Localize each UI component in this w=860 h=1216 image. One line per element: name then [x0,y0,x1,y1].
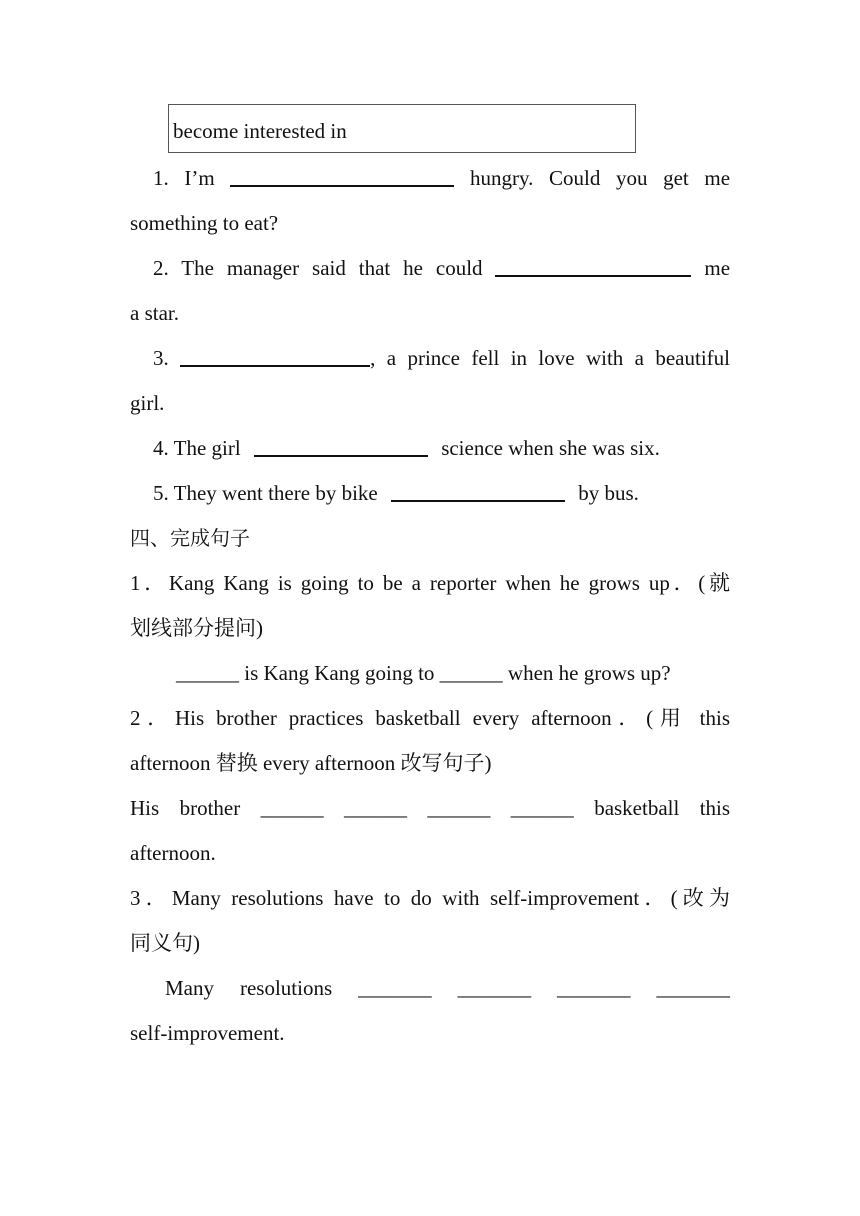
answer-blank[interactable] [230,165,454,187]
question-1-line1: 1．Kang Kang is going to be a reporter when he grows up．(就 [130,571,730,595]
question-2-line2: afternoon 替换 every afternoon 改写句子) [130,751,492,775]
question-3-line1: 3．Many resolutions have to do with self-improvement．(改为 [130,886,730,910]
question-3-line2: 同义句) [130,931,200,955]
answer-blank[interactable] [495,255,691,277]
fill-in-2-line2: a star. [130,301,179,325]
question-2-answer[interactable]: His brother ______ ______ ______ ______ basketball this [130,796,731,820]
question-1-answer[interactable]: ______ is Kang Kang going to ______ when he grows up? [176,661,671,685]
fill-in-2-line1: 2. The manager said that he could me [153,256,731,280]
fill-in-3-line2: girl. [130,391,165,415]
fill-in-1-line1: 1. I’m hungry. Could you get me [153,166,731,190]
word-box-phrase: become interested in [173,119,347,143]
question-3-answer-line2: self-improvement. [130,1021,285,1045]
question-1-line2: 划线部分提问) [130,616,263,640]
question-2-line1: 2．His brother practices basketball every afternoon．(用 this [130,706,730,730]
question-2-answer-line2: afternoon. [130,841,216,865]
word-box [168,104,636,153]
fill-in-4-line1: 4. The girl science when she was six. [153,436,660,460]
fill-in-5-line1: 5. They went there by bike by bus. [153,481,639,505]
section-heading: 四、完成句子 [130,526,250,550]
fill-in-3-line1: 3. , a prince fell in love with a beautiful [153,346,731,370]
fill-in-1-line2: something to eat? [130,211,279,235]
question-3-answer[interactable]: Many resolutions _______ _______ _______ _______ [165,976,731,1000]
answer-blank[interactable] [391,480,565,502]
answer-blank[interactable] [254,435,428,457]
answer-blank[interactable] [180,345,370,367]
